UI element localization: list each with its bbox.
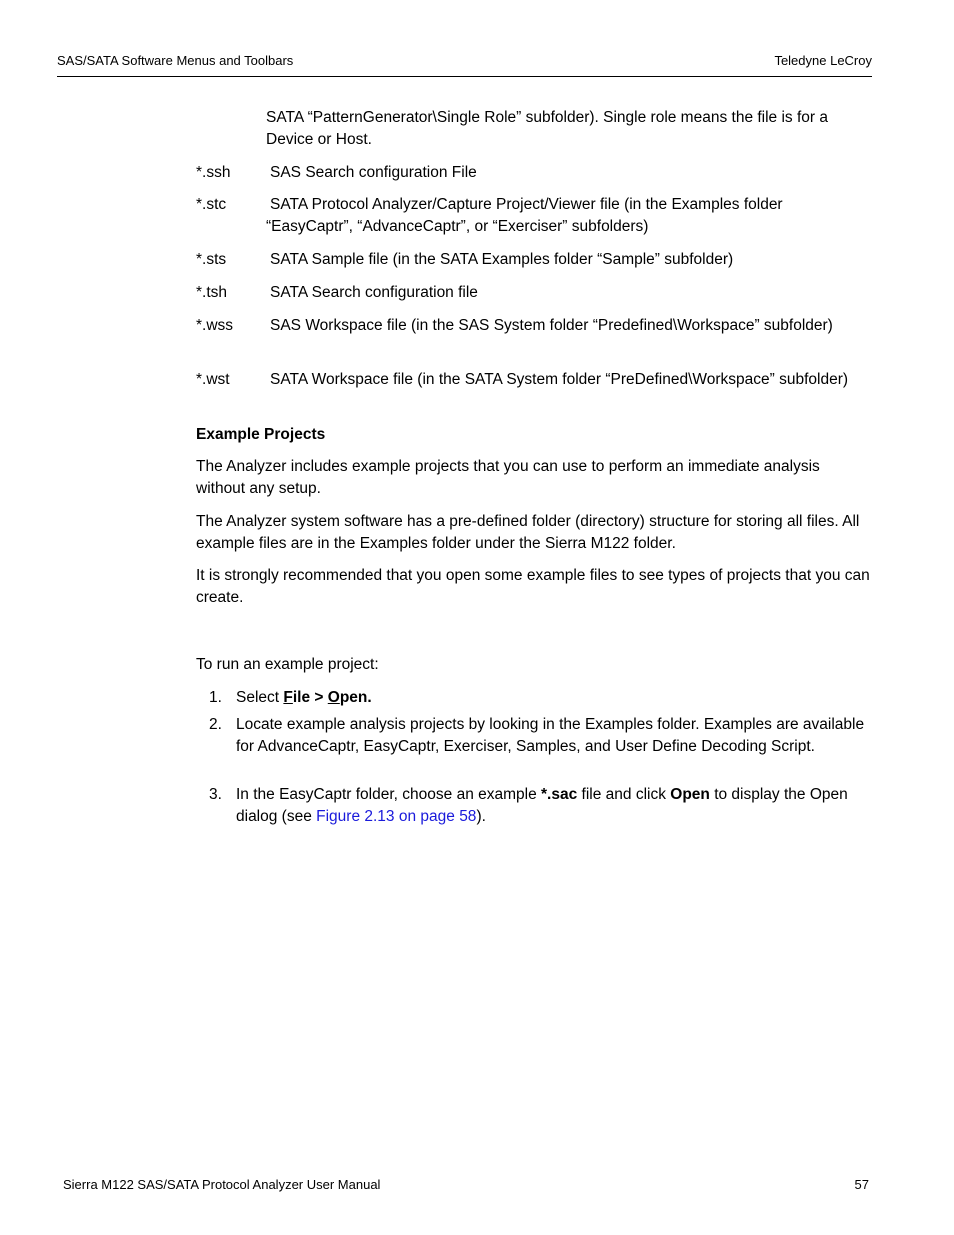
step-text-mid: file and click [577,786,671,803]
step-number: 2. [209,716,222,733]
footer-manual-title: Sierra M122 SAS/SATA Protocol Analyzer User Manual [63,1177,381,1192]
procedure-intro: To run an example project: [196,656,379,673]
header-section-title: SAS/SATA Software Menus and Toolbars [57,53,294,68]
extension-description: SATA Workspace file (in the SATA System folder “PreDefined\Workspace” subfolder) [270,371,849,388]
page-number: 57 [854,1177,869,1192]
page-header [57,52,872,77]
open-keyword: Open [670,786,710,803]
section-heading: Example Projects [196,426,326,443]
menu-file [283,689,327,706]
extension-name: *.sts [196,251,227,268]
step-number: 1. [209,689,222,706]
step-text-pre: Select [236,689,284,706]
extension-name: *.wst [196,371,230,388]
menu-open-accelerator: O [327,689,340,706]
extension-description: SAS Search configuration File [270,164,477,181]
menu-file-accelerator: F [283,689,293,706]
continuation-paragraph: SATA “PatternGenerator\Single Role” subfolder). Single role means the file is for a Device or Host. [266,109,829,148]
header-company: Teledyne LeCroy [774,53,872,68]
step-text [236,687,872,709]
menu-open [328,689,372,706]
figure-reference-link[interactable]: Figure 2.13 on page 58 [316,808,477,825]
extension-description: SATA Search configuration file [270,284,478,301]
file-extension-sac: *.sac [541,786,578,803]
extension-name: *.tsh [196,284,228,301]
step-text-end: ). [476,808,486,825]
extension-name: *.wss [196,317,234,334]
menu-separator: > [310,689,328,706]
extension-name: *.stc [196,196,227,213]
extension-name: *.ssh [196,164,231,181]
extension-description: SATA Sample file (in the SATA Examples folder “Sample” subfolder) [270,251,734,268]
step-text-pre: In the EasyCaptr folder, choose an example [236,786,542,803]
step-text-post: to display the Open dialog (see [236,786,848,825]
step-text [236,784,872,828]
menu-open-rest: pen. [339,689,372,706]
extension-description: SATA Protocol Analyzer/Capture Project/Viewer file (in the Examples folder “EasyCaptr”, “AdvanceCaptr”, or “Exerciser” subfolders) [266,196,783,235]
paragraph-recommendation: It is strongly recommended that you open some example files to see types of projects that you can create. [196,567,870,606]
extension-description: SAS Workspace file (in the SAS System folder “Predefined\Workspace” subfolder) [270,317,833,334]
step-number: 3. [209,786,222,803]
step-text: Locate example analysis projects by looking in the Examples folder. Examples are available for AdvanceCaptr, EasyCaptr, Exerciser, Samples, and User Define Decoding Script. [236,716,865,755]
paragraph-folder-structure: The Analyzer system software has a pre-defined folder (directory) structure for storing all files. All example files are in the Examples folder under the Sierra M122 folder. [196,513,860,552]
menu-file-rest: ile [292,689,311,706]
paragraph-intro: The Analyzer includes example projects that you can use to perform an immediate analysis without any setup. [196,458,820,497]
